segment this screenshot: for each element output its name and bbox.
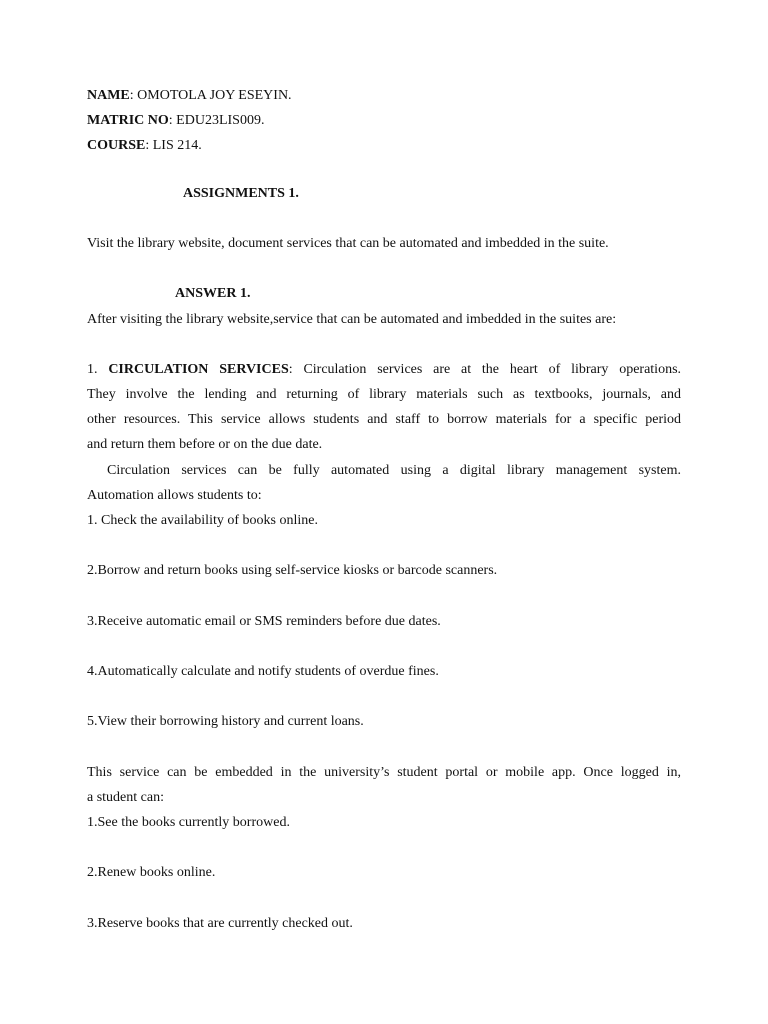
embed-line-1: This service can be embedded in the university’s student portal or mobile app. Once logged in,: [87, 765, 681, 780]
circulation-number: 1.: [87, 362, 109, 377]
assignment-heading: ASSIGNMENTS 1.: [183, 186, 299, 201]
circulation-line-2: They involve the lending and returning of library materials such as textbooks, journals, and: [87, 387, 681, 402]
automation-item-1: 1. Check the availability of books online.: [87, 513, 318, 528]
course-line: [87, 137, 681, 155]
embed-item-3: 3.Reserve books that are currently checked out.: [87, 916, 353, 931]
circulation-line-4: and return them before or on the due date.: [87, 437, 323, 452]
automation-item-3: 3.Receive automatic email or SMS reminders before due dates.: [87, 614, 441, 629]
automation-item-4: 4.Automatically calculate and notify students of overdue fines.: [87, 664, 439, 679]
circulation-line-3: other resources. This service allows students and staff to borrow materials for a specific period: [87, 412, 681, 427]
name-value: : OMOTOLA JOY ESEYIN.: [129, 88, 292, 103]
matric-label: MATRIC NO: [87, 113, 169, 128]
embed-item-1: 1.See the books currently borrowed.: [87, 815, 290, 830]
course-label: COURSE: [87, 138, 146, 153]
automation-line-2: Automation allows students to:: [87, 488, 262, 503]
matric-value: : EDU23LIS009.: [168, 113, 265, 128]
automation-item-5: 5.View their borrowing history and current loans.: [87, 714, 364, 729]
embed-item-2: 2.Renew books online.: [87, 865, 216, 880]
automation-line-1: Circulation services can be fully automated using a digital library management system.: [107, 463, 681, 478]
answer-intro: After visiting the library website,service that can be automated and imbedded in the suites are:: [87, 312, 617, 327]
circulation-title: CIRCULATION SERVICES: [108, 362, 289, 377]
embed-line-2: a student can:: [87, 790, 164, 805]
assignment-question: Visit the library website, document services that can be automated and imbedded in the suite.: [87, 236, 609, 251]
matric-line: [87, 112, 681, 130]
circulation-line-1: [87, 361, 681, 379]
course-value: : LIS 214.: [145, 138, 202, 153]
circulation-line-1-rest: : Circulation services are at the heart of library operations.: [288, 362, 682, 377]
automation-item-2: 2.Borrow and return books using self-service kiosks or barcode scanners.: [87, 563, 498, 578]
answer-heading: ANSWER 1.: [175, 286, 251, 301]
name-label: NAME: [87, 88, 130, 103]
name-line: [87, 87, 681, 105]
